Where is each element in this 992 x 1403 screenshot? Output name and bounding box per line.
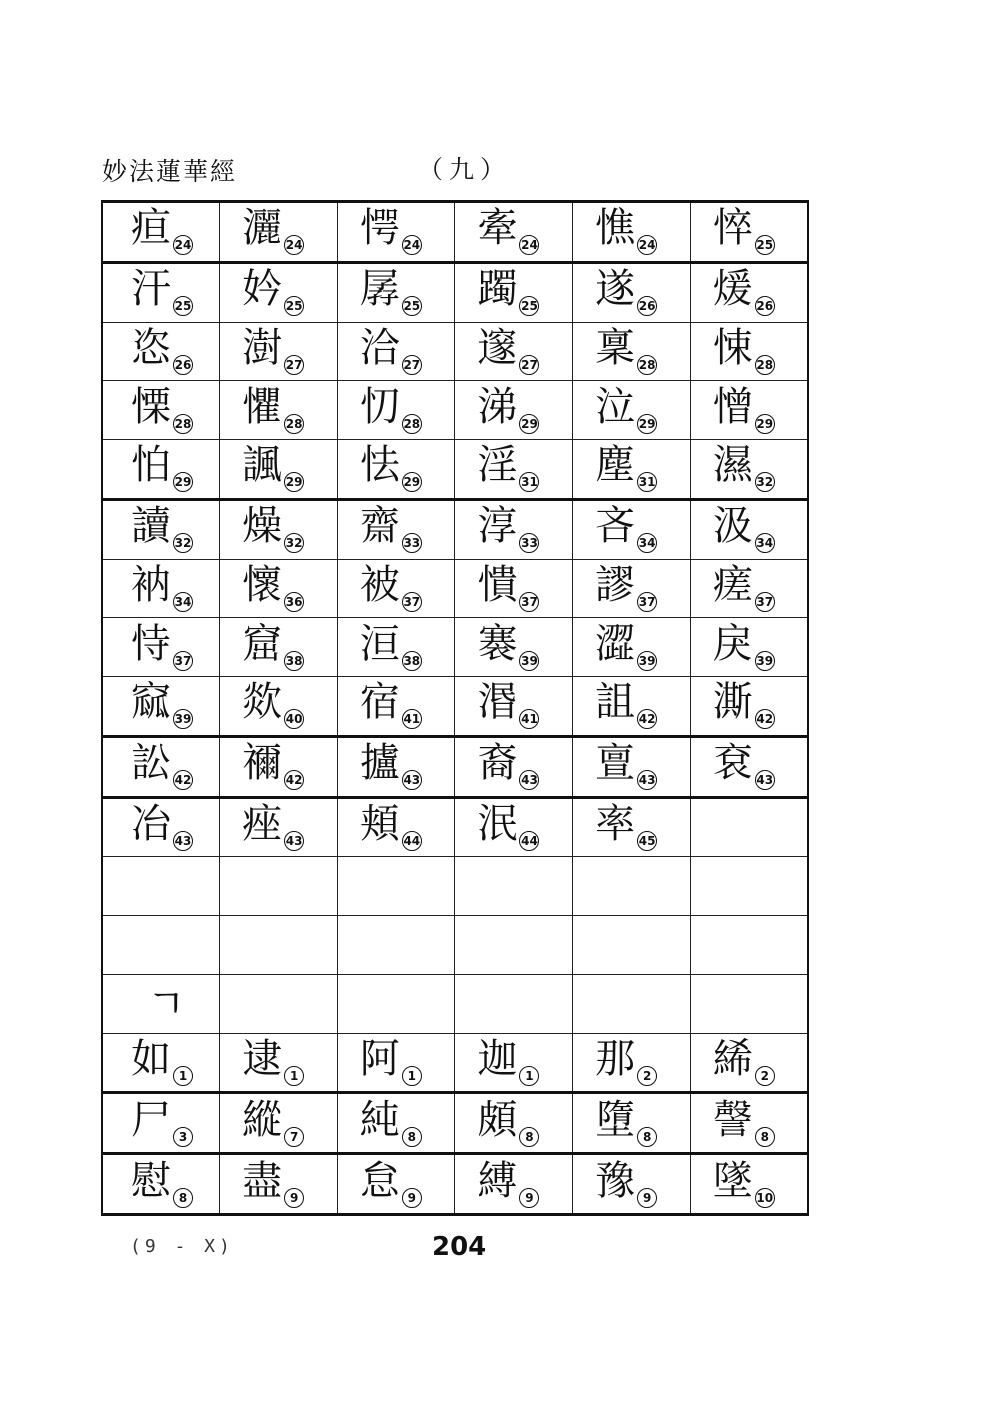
hanja-character: 牽 (477, 205, 518, 252)
table-row (102, 322, 808, 381)
hanja-character: 禰 (242, 740, 283, 787)
character-cell (455, 736, 573, 797)
chapter-number-badge: 38 (402, 651, 422, 671)
hanja-character: 湣 (477, 679, 518, 726)
chapter-number-badge: 39 (173, 709, 193, 729)
character-cell (573, 440, 691, 500)
chapter-number-badge: 40 (284, 709, 304, 729)
chapter-number-badge: 28 (284, 414, 304, 434)
chapter-number-badge: 26 (173, 355, 193, 375)
chapter-number-badge: 9 (519, 1188, 539, 1208)
table-row (102, 916, 808, 975)
chapter-number-badge: 31 (519, 472, 539, 492)
chapter-number-badge: 37 (755, 592, 775, 612)
hanja-character: 涕 (477, 383, 518, 430)
character-cell (220, 618, 338, 677)
chapter-number-badge: 31 (637, 472, 657, 492)
hanja-character: 讀 (131, 503, 171, 550)
hanja-character: 澌 (712, 679, 753, 726)
hanja-character: 煖 (712, 266, 753, 313)
character-cell (455, 262, 573, 322)
hanja-character: 逮 (242, 1035, 283, 1082)
chapter-number-badge: 32 (173, 533, 193, 553)
chapter-number-badge: 26 (637, 296, 657, 316)
hanja-character: 忉 (359, 383, 400, 430)
table-row (102, 736, 808, 797)
character-cell (102, 499, 220, 559)
character-cell (337, 381, 455, 440)
chapter-number-badge: 28 (173, 414, 193, 434)
character-cell (220, 1154, 338, 1215)
character-cell (102, 440, 220, 500)
chapter-number-badge: 10 (755, 1188, 775, 1208)
hanja-character: 躅 (477, 266, 518, 313)
character-cell (220, 677, 338, 737)
character-cell (455, 1033, 573, 1093)
hanja-character: 絺 (712, 1035, 753, 1082)
chapter-number-badge: 8 (173, 1188, 193, 1208)
character-cell (102, 618, 220, 677)
chapter-number-badge: 38 (284, 651, 304, 671)
character-cell (337, 857, 455, 916)
hanja-character: 墮 (595, 1096, 636, 1143)
chapter-number-badge: 42 (637, 709, 657, 729)
hanja-character: 亶 (595, 740, 636, 787)
character-table (101, 200, 809, 1216)
character-cell (690, 916, 808, 975)
chapter-number-badge: 43 (519, 770, 539, 790)
hanja-character: 怯 (359, 442, 400, 489)
hanja-character: 洹 (359, 620, 400, 667)
chapter-number-badge: 25 (755, 235, 775, 255)
hanja-character: 窳 (131, 679, 171, 726)
character-cell (455, 381, 573, 440)
chapter-number-badge: 27 (519, 355, 539, 375)
chapter-number-badge: 33 (402, 533, 422, 553)
hanja-character: 謦 (712, 1096, 753, 1143)
character-cell (337, 499, 455, 559)
character-cell (220, 202, 338, 263)
hanja-character: 邃 (477, 324, 518, 371)
character-cell (455, 1154, 573, 1215)
table-row (102, 262, 808, 322)
character-cell (220, 1093, 338, 1154)
chapter-number-badge: 37 (173, 651, 193, 671)
hanja-character: 盡 (242, 1157, 283, 1204)
hanja-character: 瘥 (712, 561, 753, 608)
hanja-character: 裔 (477, 740, 518, 787)
chapter-number-badge: 43 (755, 770, 775, 790)
chapter-number-badge: 25 (173, 296, 193, 316)
chapter-number-badge: 24 (519, 235, 539, 255)
hanja-character: 悚 (712, 324, 753, 371)
table-row (102, 857, 808, 916)
character-cell (220, 797, 338, 857)
character-cell (337, 618, 455, 677)
character-cell (220, 322, 338, 381)
table-row (102, 202, 808, 263)
table-row (102, 440, 808, 500)
character-cell (690, 381, 808, 440)
table-row (102, 559, 808, 618)
chapter-number-badge: 29 (637, 414, 657, 434)
character-cell (690, 440, 808, 500)
hanja-character: 灑 (242, 205, 283, 252)
character-cell (337, 797, 455, 857)
character-cell (690, 857, 808, 916)
hanja-character: 憒 (477, 561, 518, 608)
hanja-character: 痤 (242, 800, 283, 847)
chapter-number-badge: 25 (402, 296, 422, 316)
hanja-character: 慄 (131, 383, 171, 430)
chapter-number-badge: 29 (755, 414, 775, 434)
character-cell (690, 262, 808, 322)
hanja-character: 淳 (477, 503, 518, 550)
chapter-number-badge: 34 (755, 533, 775, 553)
hanja-character: 詛 (595, 679, 636, 726)
hanja-character: 尸 (131, 1096, 171, 1143)
hanja-character: 吝 (595, 503, 636, 550)
character-cell (220, 559, 338, 618)
character-cell (220, 974, 338, 1033)
character-cell (337, 677, 455, 737)
table-row (102, 677, 808, 737)
hanja-character: 淫 (477, 442, 518, 489)
character-cell (337, 202, 455, 263)
character-cell (102, 381, 220, 440)
chapter-number-badge: 41 (519, 709, 539, 729)
hanja-character: 衲 (131, 561, 171, 608)
chapter-number-badge: 32 (755, 472, 775, 492)
character-cell (690, 499, 808, 559)
chapter-number-badge: 34 (637, 533, 657, 553)
hanja-character: 愕 (359, 205, 400, 252)
hanja-character: 泣 (595, 383, 636, 430)
chapter-number-badge: 24 (402, 235, 422, 255)
hanja-character: 汗 (131, 266, 171, 313)
character-cell (337, 1154, 455, 1215)
hanja-character: 慰 (131, 1157, 171, 1204)
character-cell (573, 1033, 691, 1093)
character-cell (573, 857, 691, 916)
character-cell (220, 440, 338, 500)
chapter-number-badge: 39 (755, 651, 775, 671)
chapter-number-badge: 7 (284, 1127, 304, 1147)
chapter-number-badge: 2 (755, 1066, 775, 1086)
character-cell (690, 322, 808, 381)
table-row (102, 381, 808, 440)
chapter-number-badge: 33 (519, 533, 539, 553)
hanja-character: 那 (595, 1035, 636, 1082)
chapter-number-badge: 39 (637, 651, 657, 671)
chapter-number-badge: 43 (637, 770, 657, 790)
chapter-number-badge: 24 (637, 235, 657, 255)
character-cell (102, 1154, 220, 1215)
chapter-number-badge: 28 (755, 355, 775, 375)
hanja-character: 濕 (712, 442, 753, 489)
hanja-character: 戾 (712, 620, 753, 667)
chapter-number-badge: 9 (402, 1188, 422, 1208)
table-row (102, 618, 808, 677)
character-cell (455, 202, 573, 263)
hanja-character: 洽 (359, 324, 400, 371)
chapter-number-badge: 1 (402, 1066, 422, 1086)
character-cell (455, 322, 573, 381)
hanja-character: 率 (595, 800, 636, 847)
character-cell (337, 559, 455, 618)
chapter-number-badge: 37 (519, 592, 539, 612)
character-cell (455, 1093, 573, 1154)
chapter-number-badge: 8 (755, 1127, 775, 1147)
hanja-character: 窟 (242, 620, 283, 667)
chapter-number-badge: 42 (173, 770, 193, 790)
hanja-character: 墜 (712, 1157, 753, 1204)
character-cell (690, 202, 808, 263)
hanja-character: 澍 (242, 324, 283, 371)
character-cell (573, 499, 691, 559)
character-cell (337, 262, 455, 322)
character-cell (102, 202, 220, 263)
chapter-number-badge: 32 (284, 533, 304, 553)
chapter-number-badge: 37 (402, 592, 422, 612)
chapter-number-badge: 28 (402, 414, 422, 434)
chapter-number-badge: 44 (519, 831, 539, 851)
hanja-character: 訟 (131, 740, 171, 787)
hanja-character: 妗 (242, 266, 283, 313)
hanja-character: 豫 (595, 1157, 636, 1204)
character-cell (220, 499, 338, 559)
character-cell (573, 736, 691, 797)
chapter-number-badge: 43 (284, 831, 304, 851)
chapter-number-badge: 25 (519, 296, 539, 316)
hanja-character: 泯 (477, 800, 518, 847)
character-cell (102, 974, 220, 1033)
character-cell (102, 916, 220, 975)
chapter-number-badge: 27 (284, 355, 304, 375)
character-cell (337, 736, 455, 797)
character-cell (337, 1093, 455, 1154)
character-cell (102, 262, 220, 322)
character-cell (573, 202, 691, 263)
chapter-number-badge: 43 (173, 831, 193, 851)
hanja-character: 冶 (131, 800, 171, 847)
chapter-number-badge: 9 (284, 1188, 304, 1208)
chapter-number-badge: 42 (755, 709, 775, 729)
hanja-character: 塵 (595, 442, 636, 489)
hanja-character: 袞 (712, 740, 753, 787)
character-cell (573, 1154, 691, 1215)
chapter-number-badge: 37 (637, 592, 657, 612)
hanja-character: 憎 (712, 383, 753, 430)
chapter-number-badge: 28 (637, 355, 657, 375)
character-cell (690, 1093, 808, 1154)
hanja-character: 恃 (131, 620, 171, 667)
hanja-character: 宿 (359, 679, 400, 726)
character-cell (573, 559, 691, 618)
character-cell (455, 974, 573, 1033)
character-cell (102, 1093, 220, 1154)
character-cell (455, 677, 573, 737)
hanja-character: 燥 (242, 503, 283, 550)
hanja-character: 褰 (477, 620, 518, 667)
chapter-number-badge: 8 (637, 1127, 657, 1147)
hanja-character: 恣 (131, 324, 171, 371)
chapter-number-badge: 3 (173, 1127, 193, 1147)
character-cell (455, 440, 573, 500)
character-cell (690, 974, 808, 1033)
chapter-number-badge: 36 (284, 592, 304, 612)
footer-code: (9 - X) (130, 1236, 234, 1257)
character-cell (337, 322, 455, 381)
hanja-character: 阿 (359, 1035, 400, 1082)
character-cell (573, 1093, 691, 1154)
hanja-character: 齋 (359, 503, 400, 550)
chapter-number-badge: 26 (755, 296, 775, 316)
character-cell (220, 262, 338, 322)
chapter-number-badge: 1 (519, 1066, 539, 1086)
character-cell (690, 559, 808, 618)
character-cell (337, 440, 455, 500)
character-cell (337, 974, 455, 1033)
character-cell (220, 1033, 338, 1093)
character-cell (573, 974, 691, 1033)
character-cell (573, 262, 691, 322)
chapter-number-badge: 39 (519, 651, 539, 671)
character-cell (337, 1033, 455, 1093)
character-cell (455, 797, 573, 857)
chapter-number-badge: 24 (284, 235, 304, 255)
chapter-number-badge: 45 (637, 831, 657, 851)
chapter-number-badge: 8 (402, 1127, 422, 1147)
character-cell (455, 916, 573, 975)
table-row (102, 797, 808, 857)
character-cell (102, 736, 220, 797)
character-cell (220, 736, 338, 797)
character-cell (455, 618, 573, 677)
character-cell (220, 916, 338, 975)
hanja-character: 頗 (477, 1096, 518, 1143)
character-cell (573, 916, 691, 975)
character-cell (102, 857, 220, 916)
chapter-number-badge: 1 (173, 1066, 193, 1086)
chapter-number-badge: 29 (402, 472, 422, 492)
character-cell (220, 381, 338, 440)
character-cell (220, 857, 338, 916)
character-cell (102, 797, 220, 857)
character-cell (337, 916, 455, 975)
chapter-number-badge: 29 (284, 472, 304, 492)
character-cell (573, 618, 691, 677)
chapter-number-badge: 29 (173, 472, 193, 492)
hanja-character: 悴 (712, 205, 753, 252)
hanja-character: 怕 (131, 442, 171, 489)
hanja-character: 頬 (359, 800, 400, 847)
character-cell (690, 1033, 808, 1093)
hanja-character: 懷 (242, 561, 283, 608)
hanja-character: 迦 (477, 1035, 518, 1082)
chapter-number-badge: 1 (284, 1066, 304, 1086)
chapter-number-badge: 24 (173, 235, 193, 255)
character-cell (102, 1033, 220, 1093)
hanja-character: 如 (131, 1035, 171, 1082)
chapter-number-badge: 44 (402, 831, 422, 851)
chapter-number-badge: 42 (284, 770, 304, 790)
character-cell (102, 559, 220, 618)
chapter-number-badge: 27 (402, 355, 422, 375)
hanja-character: 縛 (477, 1157, 518, 1204)
character-cell (690, 797, 808, 857)
hanja-character: 諷 (242, 442, 283, 489)
chapter-number-badge: 2 (637, 1066, 657, 1086)
chapter-number-badge: 29 (519, 414, 539, 434)
table-row (102, 1093, 808, 1154)
hanja-character: 澀 (595, 620, 636, 667)
character-cell (573, 677, 691, 737)
table-row (102, 1154, 808, 1215)
hanja-character: 遂 (595, 266, 636, 313)
character-cell (455, 499, 573, 559)
hanja-character: 憔 (595, 205, 636, 252)
table-row (102, 974, 808, 1033)
table-row (102, 499, 808, 559)
hanja-character: 懼 (242, 383, 283, 430)
section-marker: ㄱ (147, 980, 186, 1027)
character-cell (455, 559, 573, 618)
hanja-character: 被 (359, 561, 400, 608)
hanja-character: 稟 (595, 324, 636, 371)
hanja-character: 純 (359, 1096, 400, 1143)
hanja-character: 怠 (359, 1157, 400, 1204)
character-cell (690, 736, 808, 797)
character-cell (102, 677, 220, 737)
chapter-number-badge: 41 (402, 709, 422, 729)
character-cell (455, 857, 573, 916)
hanja-character: 謬 (595, 561, 636, 608)
table-row (102, 1033, 808, 1093)
hanja-character: 汲 (712, 503, 753, 550)
chapter-number-badge: 25 (284, 296, 304, 316)
page-number: 204 (432, 1232, 487, 1262)
character-cell (102, 322, 220, 381)
chapter-number-badge: 9 (637, 1188, 657, 1208)
chapter-number-badge: 34 (173, 592, 193, 612)
chapter-number-badge: 8 (519, 1127, 539, 1147)
chapter-number-badge: 43 (402, 770, 422, 790)
hanja-character: 疸 (131, 205, 171, 252)
character-cell (690, 1154, 808, 1215)
character-cell (573, 322, 691, 381)
hanja-character: 縱 (242, 1096, 283, 1143)
page-title: 妙法蓮華經 (102, 157, 238, 186)
character-cell (690, 677, 808, 737)
character-cell (573, 797, 691, 857)
hanja-character: 攎 (359, 740, 400, 787)
hanja-character: 欻 (242, 679, 283, 726)
character-cell (573, 381, 691, 440)
volume-number: （九） (418, 155, 512, 184)
character-cell (690, 618, 808, 677)
hanja-character: 孱 (359, 266, 400, 313)
